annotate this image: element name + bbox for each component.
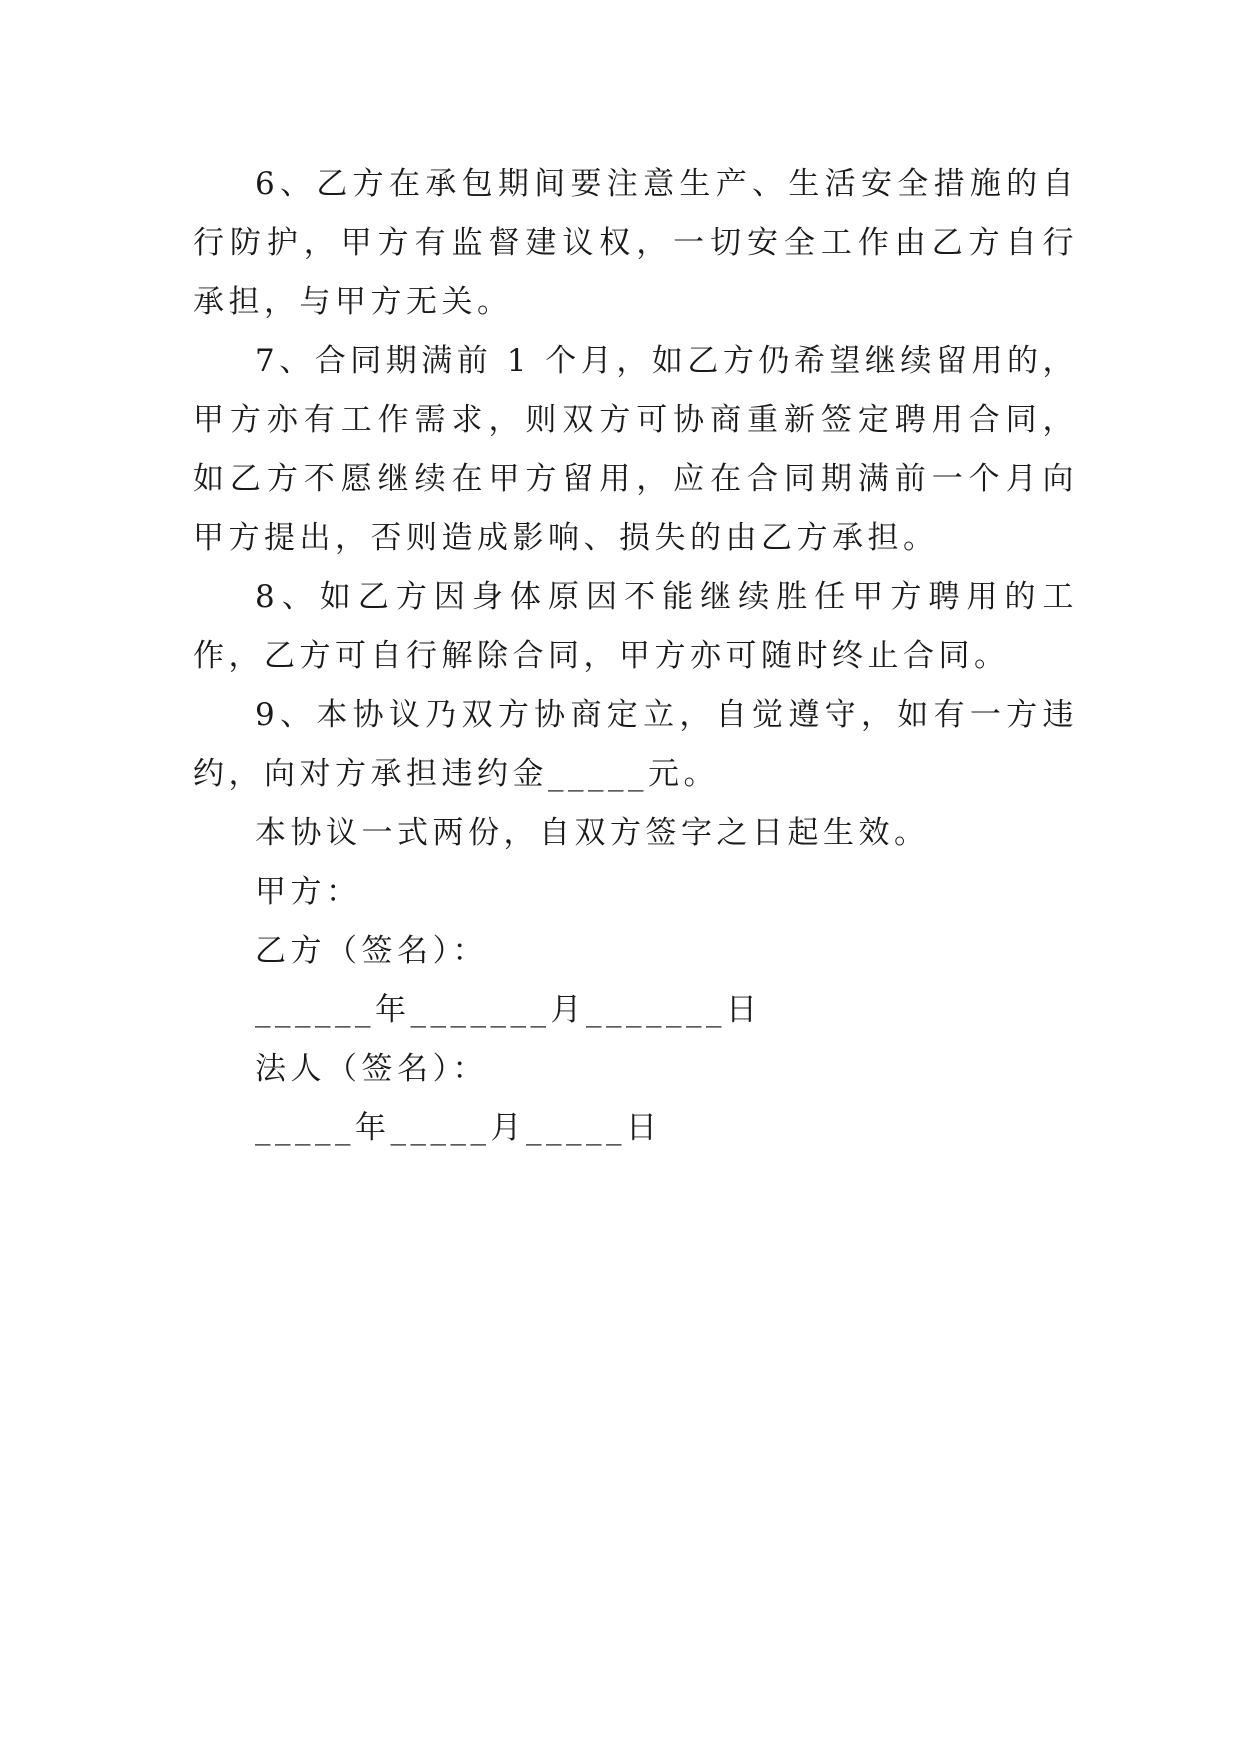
legal-rep-signature-label: 法人（签名）： <box>255 1051 488 1087</box>
clause-9: 9、本协议乃双方协商定立，自觉遵守，如有一方违约，向对方承担违约金_____元。 <box>193 697 1078 792</box>
clause-8: 8、如乙方因身体原因不能继续胜任甲方聘用的工作，乙方可自行解除合同，甲方亦可随时终止合同。 <box>193 579 1078 674</box>
contract-body <box>193 155 1078 1158</box>
effect-statement: 本协议一式两份，自双方签字之日起生效。 <box>255 815 930 851</box>
party-b-signature-label: 乙方（签名）： <box>255 933 488 969</box>
legal-rep-date-line: _____年_____月_____日 <box>255 1110 662 1146</box>
party-a-signature-label: 甲方： <box>255 874 362 910</box>
clause-6: 6、乙方在承包期间要注意生产、生活安全措施的自行防护，甲方有监督建议权，一切安全工作由乙方自行承担，与甲方无关。 <box>193 166 1078 320</box>
party-b-date-line: ______年_______月_______日 <box>255 992 762 1028</box>
clause-7: 7、合同期满前 1 个月，如乙方仍希望继续留用的，甲方亦有工作需求，则双方可协商重新签定聘用合同，如乙方不愿继续在甲方留用，应在合同期满前一个月向甲方提出，否则造成影响、损失的由乙方承担。 <box>193 343 1078 556</box>
